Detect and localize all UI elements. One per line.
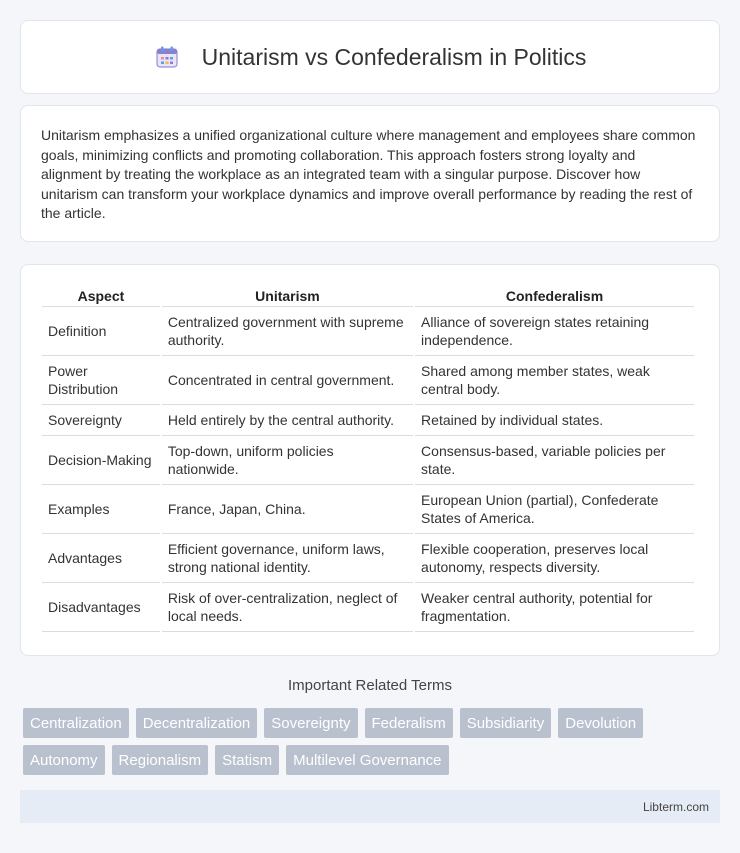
tag-sovereignty[interactable]: Sovereignty bbox=[264, 708, 357, 738]
table-row bbox=[42, 583, 694, 632]
cell-aspect: Disadvantages bbox=[42, 583, 160, 632]
table-row bbox=[42, 436, 694, 485]
table-row bbox=[42, 356, 694, 405]
tag-subsidiarity[interactable]: Subsidiarity bbox=[460, 708, 552, 738]
header-unitarism: Unitarism bbox=[162, 285, 413, 307]
footer-site-link[interactable]: Libterm.com bbox=[642, 799, 709, 814]
table-header-row bbox=[42, 285, 694, 307]
intro-card bbox=[20, 105, 720, 242]
cell-confederalism: Alliance of sovereign states retaining independence. bbox=[415, 307, 694, 356]
cell-confederalism: European Union (partial), Confederate States of America. bbox=[415, 485, 694, 534]
tag-devolution[interactable]: Devolution bbox=[558, 708, 643, 738]
header-aspect: Aspect bbox=[42, 285, 160, 307]
header-confederalism: Confederalism bbox=[415, 285, 694, 307]
related-terms-list bbox=[23, 708, 723, 775]
related-terms-title: Important Related Terms bbox=[288, 677, 452, 694]
cell-unitarism: Risk of over-centralization, neglect of local needs. bbox=[162, 583, 413, 632]
cell-unitarism: Centralized government with supreme authority. bbox=[162, 307, 413, 356]
footer bbox=[20, 790, 720, 823]
cell-unitarism: Efficient governance, uniform laws, strong national identity. bbox=[162, 534, 413, 583]
page-title: Unitarism vs Confederalism in Politics bbox=[201, 43, 587, 70]
cell-unitarism: Concentrated in central government. bbox=[162, 356, 413, 405]
cell-aspect: Power Distribution bbox=[42, 356, 160, 405]
cell-confederalism: Consensus-based, variable policies per state. bbox=[415, 436, 694, 485]
title-card bbox=[20, 20, 720, 94]
tag-statism[interactable]: Statism bbox=[215, 745, 279, 775]
cell-unitarism: France, Japan, China. bbox=[162, 485, 413, 534]
tag-federalism[interactable]: Federalism bbox=[365, 708, 453, 738]
cell-confederalism: Weaker central authority, potential for fragmentation. bbox=[415, 583, 694, 632]
table-row bbox=[42, 307, 694, 356]
table-row bbox=[42, 405, 694, 436]
cell-unitarism: Top-down, uniform policies nationwide. bbox=[162, 436, 413, 485]
cell-confederalism: Retained by individual states. bbox=[415, 405, 694, 436]
comparison-table-card bbox=[20, 264, 720, 656]
cell-aspect: Examples bbox=[42, 485, 160, 534]
table-row bbox=[42, 534, 694, 583]
tag-centralization[interactable]: Centralization bbox=[23, 708, 129, 738]
comparison-table bbox=[40, 285, 696, 632]
tag-decentralization[interactable]: Decentralization bbox=[136, 708, 258, 738]
cell-confederalism: Flexible cooperation, preserves local autonomy, respects diversity. bbox=[415, 534, 694, 583]
cell-aspect: Advantages bbox=[42, 534, 160, 583]
table-row bbox=[42, 485, 694, 534]
tag-multilevel-governance[interactable]: Multilevel Governance bbox=[286, 745, 448, 775]
cell-aspect: Sovereignty bbox=[42, 405, 160, 436]
calendar-icon bbox=[154, 44, 180, 70]
tag-regionalism[interactable]: Regionalism bbox=[112, 745, 209, 775]
intro-text: Unitarism emphasizes a unified organizational culture where management and employees share common goals, minimizing conflicts and promoting collaboration. This approach fosters strong loyalty and alignment by treating the workplace as an integrated team with a singular purpose. Discover how unitarism can transform your workplace dynamics and improve overall performance by reading the rest of the article. bbox=[41, 127, 696, 221]
cell-aspect: Definition bbox=[42, 307, 160, 356]
tag-autonomy[interactable]: Autonomy bbox=[23, 745, 105, 775]
cell-aspect: Decision-Making bbox=[42, 436, 160, 485]
cell-unitarism: Held entirely by the central authority. bbox=[162, 405, 413, 436]
cell-confederalism: Shared among member states, weak central body. bbox=[415, 356, 694, 405]
